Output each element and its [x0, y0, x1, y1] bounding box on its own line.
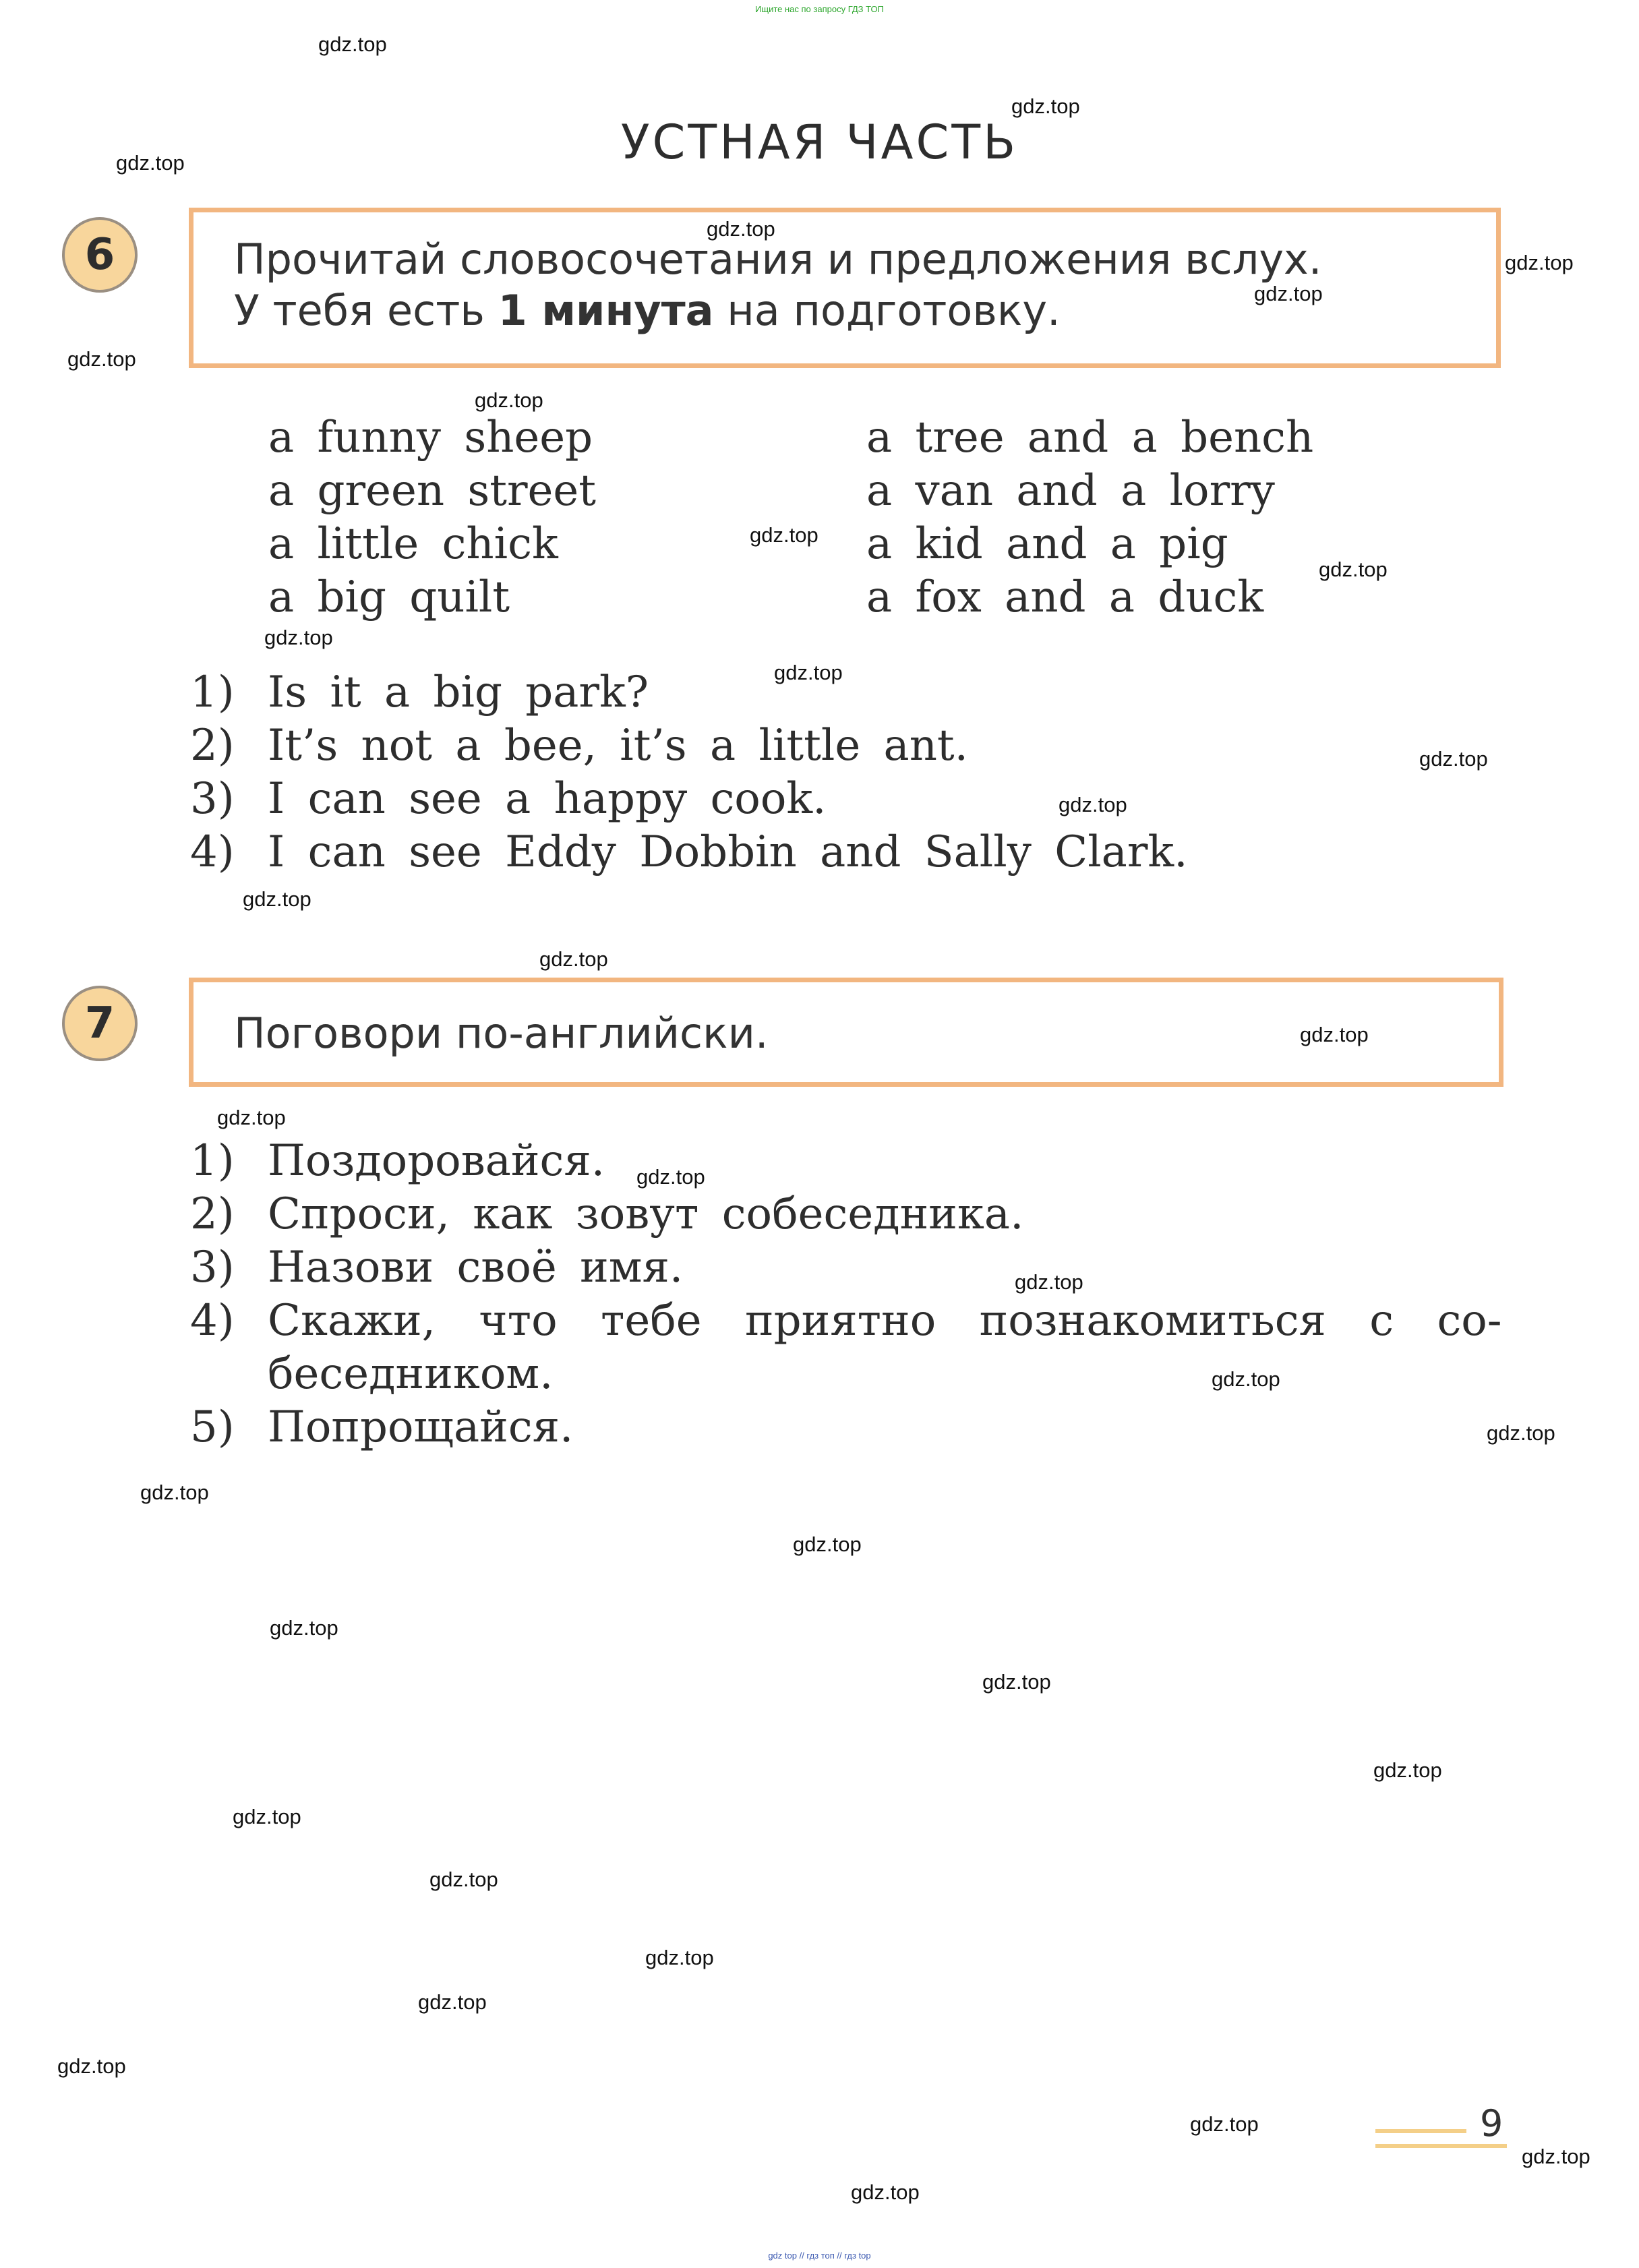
- watermark: gdz.top: [270, 1616, 338, 1640]
- watermark: gdz.top: [1522, 2145, 1590, 2168]
- watermark: gdz.top: [1190, 2112, 1259, 2136]
- watermark: gdz.top: [264, 626, 333, 649]
- sentence-row: [190, 773, 1505, 826]
- sentence-number: 4): [190, 827, 235, 877]
- watermark: gdz.top: [539, 947, 608, 971]
- watermark: gdz.top: [1059, 793, 1127, 816]
- task-6-time-bold: 1 минута: [498, 286, 714, 335]
- watermark: gdz.top: [1505, 251, 1574, 274]
- sentence-row: [190, 826, 1505, 879]
- bottom-note: gdz top // гдз топ // гдз top: [768, 2250, 871, 2261]
- task-7-item: [190, 1135, 1505, 1188]
- watermark: gdz.top: [116, 151, 185, 175]
- watermark: gdz.top: [793, 1532, 862, 1556]
- watermark: gdz.top: [1300, 1023, 1369, 1046]
- watermark: gdz.top: [1373, 1758, 1442, 1782]
- phrase-right-3: a kid and a pig: [866, 519, 1228, 569]
- phrase-right-2: a van and a lorry: [866, 466, 1275, 516]
- watermark: gdz.top: [1419, 747, 1488, 771]
- watermark: gdz.top: [429, 1868, 498, 1891]
- sentence-text: It’s not a bee, it’s a little ant.: [268, 721, 968, 771]
- item-text: Назови своё имя.: [268, 1243, 684, 1292]
- item-text: Скажи, что тебе приятно познакомиться с со-: [268, 1296, 1502, 1346]
- phrase-right-1: a tree and a bench: [866, 413, 1314, 462]
- item-text: беседником.: [268, 1349, 554, 1399]
- watermark: gdz.top: [1254, 282, 1323, 305]
- task-7-item: [190, 1188, 1505, 1241]
- item-text: Поздоровайся.: [268, 1136, 605, 1186]
- task-6-line2-start: У тебя есть: [234, 286, 485, 335]
- watermark: gdz.top: [140, 1481, 209, 1504]
- watermark: gdz.top: [707, 217, 775, 241]
- watermark: gdz.top: [636, 1165, 705, 1189]
- watermark: gdz.top: [750, 523, 818, 547]
- item-text: Спроси, как зовут собеседника.: [268, 1189, 1024, 1239]
- item-number: 1): [190, 1136, 235, 1186]
- task-7-item-continuation: [190, 1348, 1505, 1401]
- watermark: gdz.top: [233, 1805, 301, 1828]
- task-7-number-badge: [62, 986, 138, 1061]
- page-number: 9: [1480, 2102, 1503, 2145]
- watermark: gdz.top: [851, 2180, 920, 2204]
- sentence-row: [190, 719, 1505, 773]
- page-number-decoration: [1375, 2129, 1466, 2133]
- sentence-row: [190, 666, 1505, 719]
- task-7-item: [190, 1294, 1505, 1348]
- sentence-number: 2): [190, 721, 235, 771]
- phrase-left-1: a funny sheep: [268, 413, 593, 462]
- item-number: 3): [190, 1243, 235, 1292]
- watermark: gdz.top: [217, 1106, 286, 1129]
- task-7-instruction: Поговори по-английски.: [234, 1009, 769, 1058]
- phrase-right-4: a fox and a duck: [866, 572, 1264, 622]
- watermark: gdz.top: [57, 2054, 126, 2078]
- item-number: 4): [190, 1296, 235, 1346]
- watermark: gdz.top: [475, 388, 543, 412]
- watermark: gdz.top: [645, 1946, 714, 1969]
- task-6-number: 6: [84, 230, 115, 280]
- task-6-sentences: [190, 666, 1505, 879]
- sentence-text: I can see a happy cook.: [268, 774, 827, 824]
- item-text: Попрощайся.: [268, 1402, 574, 1452]
- sentence-number: 3): [190, 774, 235, 824]
- watermark: gdz.top: [774, 661, 843, 684]
- task-7-number: 7: [84, 998, 115, 1048]
- task-6-line2-end: на подготовку.: [727, 286, 1061, 335]
- watermark: gdz.top: [1015, 1270, 1083, 1294]
- item-number: 2): [190, 1189, 235, 1239]
- phrase-left-4: a big quilt: [268, 572, 510, 622]
- sentence-number: 1): [190, 667, 235, 717]
- watermark: gdz.top: [1487, 1421, 1555, 1445]
- phrase-left-3: a little chick: [268, 519, 558, 569]
- phrase-left-2: a green street: [268, 466, 596, 516]
- watermark: gdz.top: [1212, 1367, 1280, 1391]
- watermark: gdz.top: [67, 347, 136, 371]
- task-6-instruction-line-1: Прочитай словосочетания и предложения вслух.: [234, 235, 1322, 284]
- task-7-item: [190, 1401, 1505, 1454]
- task-7-item: [190, 1241, 1505, 1294]
- watermark: gdz.top: [243, 887, 311, 911]
- watermark: gdz.top: [418, 1990, 487, 2014]
- task-7-items: [190, 1135, 1505, 1454]
- watermark: gdz.top: [1011, 94, 1080, 118]
- section-title: УСТНАЯ ЧАСТЬ: [620, 115, 1019, 170]
- sentence-text: Is it a big park?: [268, 667, 649, 717]
- watermark: gdz.top: [982, 1670, 1051, 1694]
- item-number: 5): [190, 1402, 235, 1452]
- top-search-note: Ищите нас по запросу ГДЗ ТОП: [755, 4, 884, 14]
- sentence-text: I can see Eddy Dobbin and Sally Clark.: [268, 827, 1188, 877]
- watermark: gdz.top: [1319, 558, 1388, 581]
- task-6-number-badge: [62, 217, 138, 293]
- watermark: gdz.top: [318, 32, 387, 56]
